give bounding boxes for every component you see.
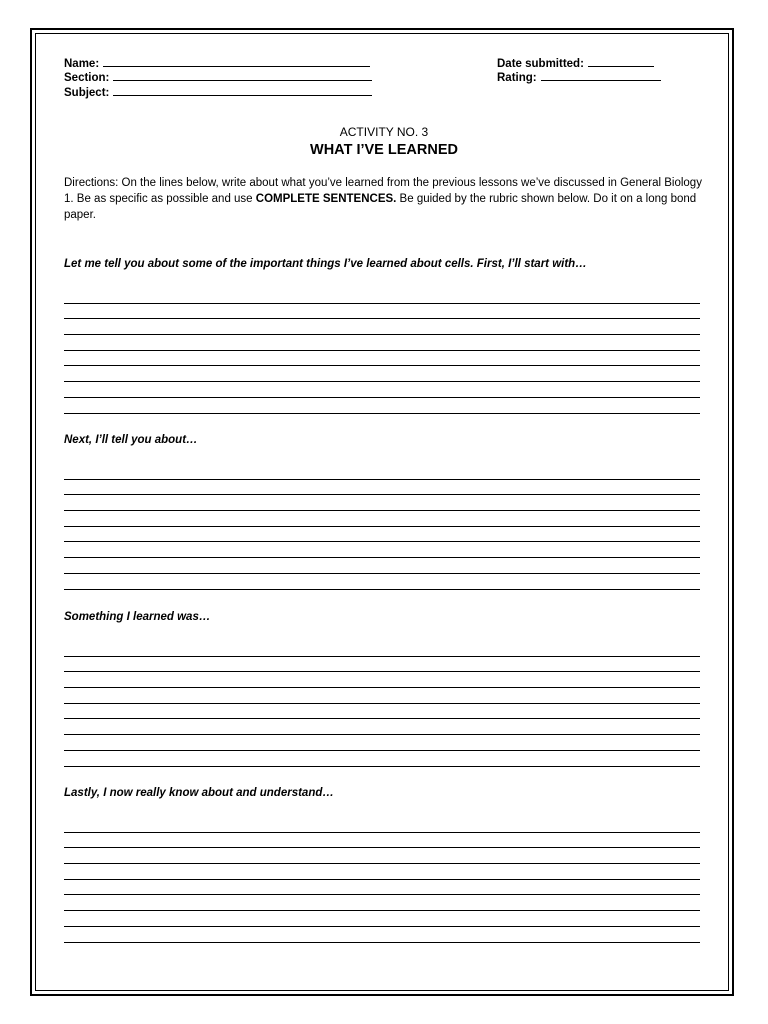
answer-line[interactable] (64, 351, 700, 367)
answer-lines-2[interactable] (64, 464, 700, 590)
directions-part2: Be guided by the rubric shown below. Do it on a long bond paper. (64, 193, 697, 221)
name-blank[interactable] (103, 55, 370, 67)
answer-line[interactable] (64, 542, 700, 558)
answer-line[interactable] (64, 672, 700, 688)
answer-line[interactable] (64, 335, 700, 351)
answer-line[interactable] (64, 833, 700, 849)
answer-line[interactable] (64, 735, 700, 751)
rating-field (497, 69, 661, 85)
answer-lines-1[interactable] (64, 288, 700, 414)
directions-part1: Directions: On the lines below, write about what you’ve learned from the previous lessons we’ve discussed in General Biology 1. Be as specific as possible and use (64, 177, 702, 205)
answer-line[interactable] (64, 895, 700, 911)
answer-line[interactable] (64, 719, 700, 735)
answer-line[interactable] (64, 657, 700, 673)
section-field (64, 69, 372, 85)
answer-line[interactable] (64, 480, 700, 496)
section-blank[interactable] (113, 69, 372, 81)
directions-emphasis: COMPLETE SENTENCES. (255, 193, 397, 205)
answer-line[interactable] (64, 911, 700, 927)
directions-text (64, 175, 714, 223)
rating-label: Rating: (497, 72, 537, 84)
answer-line[interactable] (64, 398, 700, 414)
activity-title: WHAT I’VE LEARNED (310, 142, 458, 158)
subject-field (64, 84, 372, 100)
activity-number: ACTIVITY NO. 3 (339, 125, 429, 139)
date-submitted-blank[interactable] (588, 55, 654, 67)
answer-line[interactable] (64, 558, 700, 574)
answer-line[interactable] (64, 864, 700, 880)
answer-line[interactable] (64, 304, 700, 320)
answer-lines-4[interactable] (64, 817, 700, 943)
answer-line[interactable] (64, 641, 700, 657)
answer-line[interactable] (64, 927, 700, 943)
name-label: Name: (64, 58, 100, 70)
prompt-2: Next, I’ll tell you about… (64, 434, 198, 446)
answer-line[interactable] (64, 495, 700, 511)
date-submitted-label: Date submitted: (497, 58, 584, 70)
answer-line[interactable] (64, 751, 700, 767)
answer-line[interactable] (64, 848, 700, 864)
prompt-3: Something I learned was… (64, 611, 211, 623)
answer-line[interactable] (64, 366, 700, 382)
answer-line[interactable] (64, 704, 700, 720)
answer-line[interactable] (64, 511, 700, 527)
prompt-1: Let me tell you about some of the important things I’ve learned about cells. First, I’ll start with… (64, 258, 587, 270)
answer-line[interactable] (64, 880, 700, 896)
subject-label: Subject: (64, 87, 110, 99)
rating-blank[interactable] (541, 69, 661, 81)
prompt-4: Lastly, I now really know about and understand… (64, 787, 334, 799)
answer-line[interactable] (64, 688, 700, 704)
answer-line[interactable] (64, 288, 700, 304)
section-label: Section: (64, 72, 110, 84)
answer-line[interactable] (64, 817, 700, 833)
answer-line[interactable] (64, 527, 700, 543)
answer-line[interactable] (64, 319, 700, 335)
answer-lines-3[interactable] (64, 641, 700, 767)
subject-blank[interactable] (113, 84, 372, 96)
answer-line[interactable] (64, 382, 700, 398)
answer-line[interactable] (64, 574, 700, 590)
answer-line[interactable] (64, 464, 700, 480)
